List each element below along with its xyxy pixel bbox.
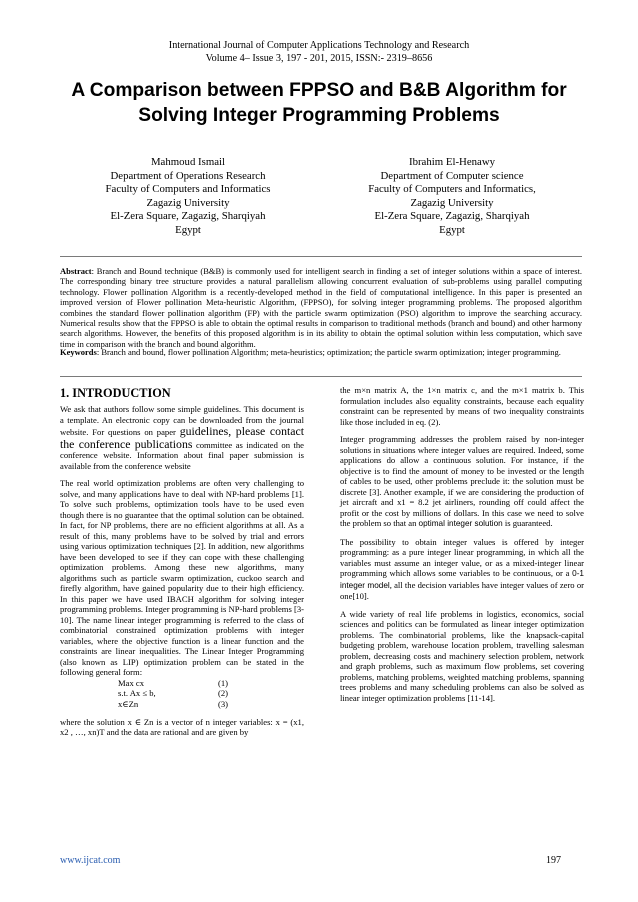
author-department: Department of Computer science (380, 169, 524, 182)
paragraph-text-sans: optimal integer solution (418, 519, 503, 528)
equation-expr: Max cx (118, 677, 145, 688)
keywords-label: Keywords (60, 347, 97, 357)
equation-block (60, 678, 304, 710)
paragraph-solution-vector: where the solution x ∈ Zn is a vector of n integer variables: x = (x1, x2 , …, xn)T and the data are rational and are given by (60, 716, 304, 738)
equation-3 (60, 699, 304, 710)
paragraph-matrix: the m×n matrix A, the 1×n matrix c, and the m×1 matrix b. This formulation includes also equality constraints, because each equality constraint can be represented by means of two inequality constraints like those included in eq. (2). (340, 385, 584, 427)
paragraph-applications: A wide variety of real life problems in logistics, economics, social sciences and politics can be formulated as linear integer optimization problems. The combinatorial problems, like the knapsack-capital budgeting problem, warehouse location problem, travelling salesman problem, decreasing costs and machinery selection problem, network and graph problems, such as maximum flow problems, set covering problems, matching problems, weighted matching problems, spanning trees problems and many scheduling problems can also be solved as linear integer optimization problems [11-14]. (340, 608, 584, 703)
abstract-text: : Branch and Bound technique (B&B) is commonly used for intelligent search in finding a set of integer solutions within a space of interest. The corresponding binary tree structure provides a natural parallelism allowing concurrent evaluation of sub-problems using parallel computing technology. Flower pollination Algorithm is a recently-developed method in the field of computational intelligence. In this paper is presented an improved version of Flower pollination Meta-heuristic Algorithm, (FPPSO), for solving integer programming problems. The proposed algorithm combines the standard flower pollination algorithm (FP) with the particle swarm optimization (PSO) algorithm to improve the searching accuracy. Numerical results show that the FPPSO is able to obtain the optimal results in comparison to traditional methods (branch and bound) and other harmony search algorithms. However, the benefits of this proposed algorithm is in its ability to obtain the optimal solution within less computation, which save time in comparison with the branch and bound algorithm. (60, 266, 582, 349)
equation-number: (1) (218, 677, 229, 688)
author-department: Department of Operations Research (110, 169, 266, 182)
divider-bottom (60, 376, 582, 377)
journal-url-link[interactable]: www.ijcat.com (60, 855, 121, 866)
keywords (60, 347, 582, 357)
paragraph-text: committee as indicated on the conference website. Information about final paper submission is available from the conference website (60, 439, 304, 471)
paragraph-guidelines (60, 404, 304, 471)
author-country: Egypt (439, 223, 465, 236)
right-column (340, 385, 584, 710)
paragraph-text: , all the decision variables have integer values of zero or one[10]. (340, 579, 584, 601)
journal-volume: Volume 4– Issue 3, 197 - 201, 2015, ISSN:- 2319–8656 (205, 52, 433, 64)
author-country: Egypt (175, 223, 201, 236)
journal-name: International Journal of Computer Applications Technology and Research (168, 40, 470, 51)
page-number: 197 (546, 855, 561, 866)
paper-title-line1: A Comparison between FPPSO and B&B Algorithm for (71, 80, 567, 101)
equation-1 (60, 678, 304, 689)
journal-header (0, 40, 638, 65)
paragraph-text: is guaranteed. (502, 518, 553, 528)
author-block-1 (68, 156, 308, 238)
equation-number: (3) (218, 699, 229, 710)
paragraph-text-sans: 0-1 integer model (340, 569, 584, 590)
author-address: El-Zera Square, Zagazig, Sharqiyah (110, 210, 266, 223)
author-university: Zagazig University (146, 196, 230, 209)
paragraph-text: We ask that authors follow some simple guidelines. This document is a template. An electronic copy can be downloaded from the journal website. For questions on paper (60, 404, 304, 437)
divider-top (60, 256, 582, 257)
abstract-label: Abstract (60, 266, 92, 276)
abstract (60, 266, 582, 349)
paragraph-possibility (340, 537, 584, 602)
section-heading: 1. INTRODUCTION (60, 386, 171, 400)
paper-title-line2: Solving Integer Programming Problems (138, 104, 500, 126)
paragraph-text: Integer programming addresses the problem raised by non-integer solutions in situations where integer values are required. Indeed, some applications do allow a continuous solution. For instance, if the objective is to find the amount of money to be invested or the length of cables to be used, other problems preclude it: the solution must be discrete [3]. Another example, if we are considering the production of jet aircraft and x1 = 8.2 jet airliners, rounding off could affect the profit or the cost by millions of dollars. In this case we need to solve the problem so that an (340, 434, 584, 528)
keywords-text: : Branch and bound, flower pollination Algorithm; meta-heuristics; optimization; the particle swarm optimization; integer programming. (96, 347, 561, 357)
equation-2 (60, 688, 304, 699)
author-name: Mahmoud Ismail (150, 156, 226, 168)
author-name: Ibrahim El-Henawy (408, 156, 496, 168)
paragraph-text-large: guidelines, please contact the conference publications (60, 424, 304, 451)
equation-expr: x∈Zn (118, 699, 139, 710)
left-column (60, 385, 304, 745)
author-block-2 (332, 156, 572, 238)
author-faculty: Faculty of Computers and Informatics, (368, 183, 536, 196)
equation-expr: s.t. Ax ≤ b, (118, 688, 156, 699)
author-university: Zagazig University (410, 196, 494, 209)
paragraph-text: The possibility to obtain integer values is offered by integer programming: as a pure integer linear programming, in which all the variables must assume an integer value, or as a mixed-integer linear programming which allows some variables to be continuous, or a (340, 536, 584, 578)
author-faculty: Faculty of Computers and Informatics (105, 183, 271, 196)
paragraph-integer-programming (340, 434, 584, 530)
author-address: El-Zera Square, Zagazig, Sharqiyah (374, 210, 530, 223)
paragraph-intro: The real world optimization problems are often very challenging to solve, and many applications have to deal with NP-hard problems [1]. To solve such problems, optimization tools have to be used even though there is no guarantee that the optimal solution can be obtained. In fact, for NP problems, there are no efficient algorithms at all. As a result of this, many problems have to be solved by trial and errors using various optimization techniques [2]. In addition, new algorithms have been developed to see if they can cope with these challenging optimization problems. Among these new algorithms, many algorithms such as particle swarm optimization, cuckoo search and firefly algorithm, have gained popularity due to their high efficiency. In this paper we have used IBACH algorithm for solving integer programming problems. Integer programming is NP-hard problems [3-10]. The name linear integer programming is referred to the class of combinatorial constrained optimization problems with integer variables, where the objective function is a linear function and the constraints are linear inequalities. The Linear Integer Programming (also known as LIP) optimization problem can be stated in the following general form: (60, 478, 304, 677)
equation-number: (2) (218, 688, 229, 699)
paper-title (30, 79, 608, 128)
